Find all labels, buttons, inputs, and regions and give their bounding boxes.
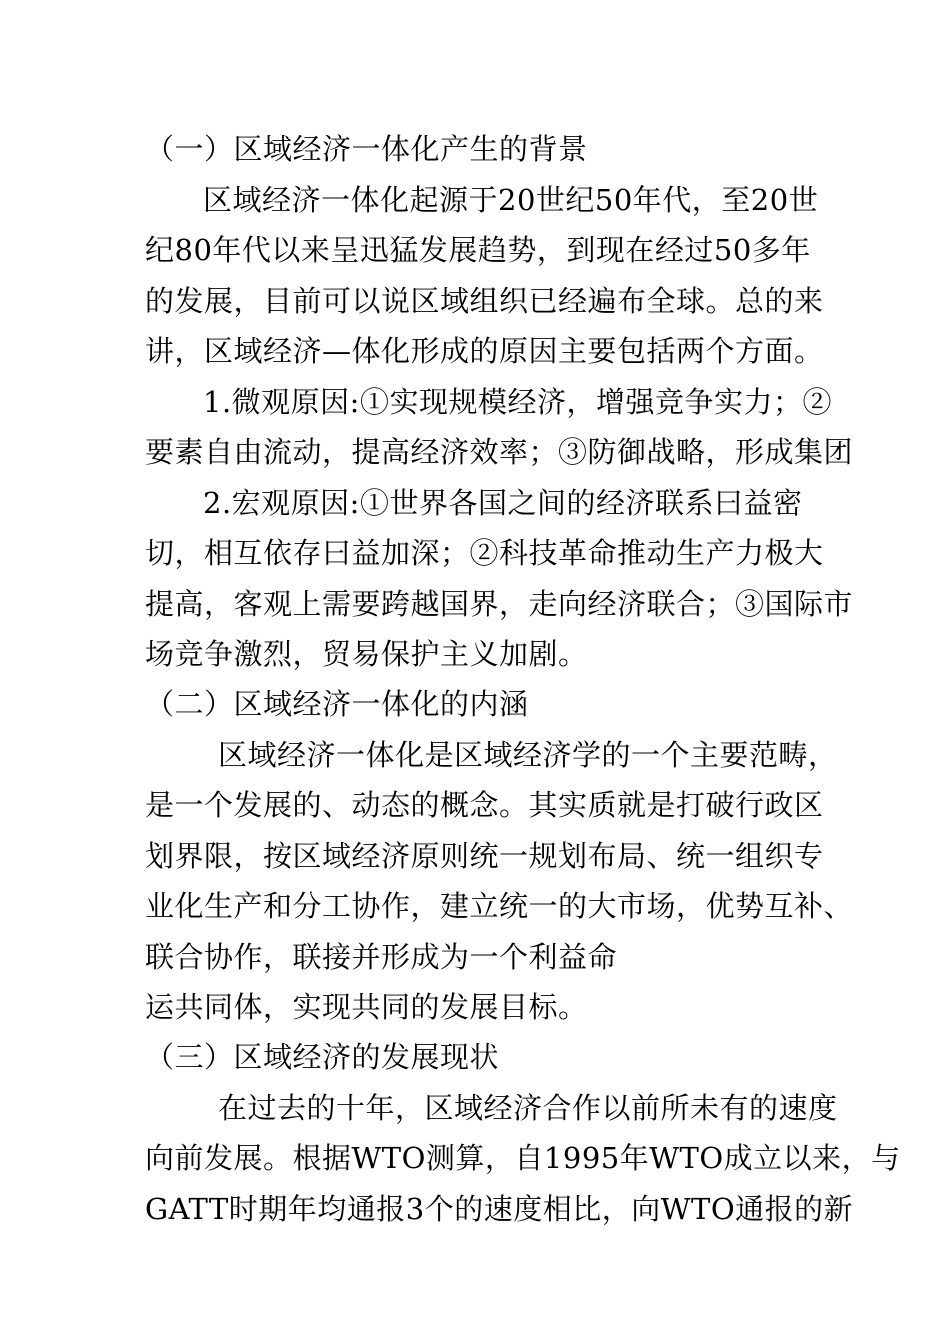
paragraph-line: 划界限，按区域经济原则统一规划布局、统一组织专 [145, 839, 824, 873]
paragraph-line: 讲，区域经济—体化形成的原因主要包括两个方面。 [145, 334, 824, 368]
paragraph-line: 2.宏观原因:①世界各国之间的经济联系曰益密 [203, 486, 803, 520]
section-heading-3: （三）区域经济的发展现状 [145, 1040, 500, 1074]
paragraph-line: 提高，客观上需要跨越国界，走向经济联合；③国际市 [145, 587, 854, 621]
paragraph-line: GATT时期年均通报3个的速度相比，向WTO通报的新 [145, 1192, 854, 1226]
paragraph-line: 纪80年代以来呈迅猛发展趋势，到现在经过50多年 [145, 233, 811, 267]
paragraph-line: 区域经济一体化起源于20世纪50年代，至20世 [203, 183, 819, 217]
paragraph-line: 1.微观原因:①实现规模经济，增强竞争实力；② [203, 385, 832, 419]
paragraph-line: 场竞争激烈，贸易保护主义加剧。 [145, 637, 588, 671]
paragraph-line: 运共同体，实现共同的发展目标。 [145, 990, 588, 1024]
paragraph-line: 切，相互依存曰益加深；②科技革命推动生产力极大 [145, 536, 824, 570]
paragraph-line: 在过去的十年，区域经济合作以前所未有的速度 [218, 1091, 838, 1125]
paragraph-line: 是一个发展的、动态的概念。其实质就是打破行政区 [145, 788, 824, 822]
paragraph-line: 业化生产和分工协作，建立统一的大市场，优势互补、 [145, 889, 854, 923]
paragraph-line: 向前发展。根据WTO测算，自1995年WTO成立以来，与 [145, 1141, 901, 1175]
paragraph-line: 联合协作，联接并形成为一个利益命 [145, 940, 618, 974]
paragraph-line: 的发展，目前可以说区域组织已经遍布全球。总的来 [145, 284, 824, 318]
section-heading-2: （二）区域经济一体化的内涵 [145, 687, 529, 721]
paragraph-line: 区域经济一体化是区域经济学的一个主要范畴， [218, 738, 838, 772]
paragraph-line: 要素自由流动，提高经济效率；③防御战略，形成集团 [145, 435, 854, 469]
section-heading-1: （一）区域经济一体化产生的背景 [145, 132, 588, 166]
